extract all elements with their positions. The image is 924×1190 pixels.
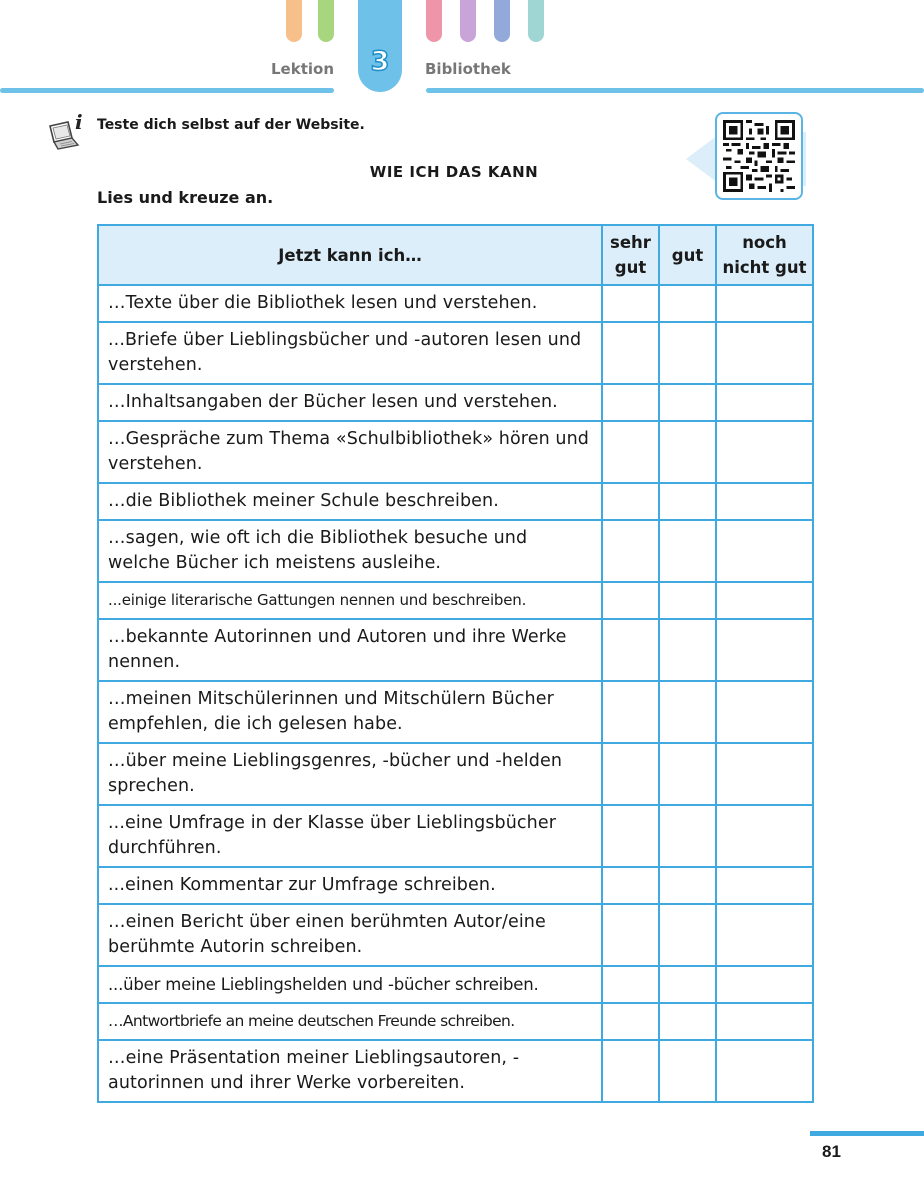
checkbox-noch-nicht-gut[interactable] [716,805,813,867]
checkbox-gut[interactable] [659,421,716,483]
table-header-row [98,225,813,285]
table-row [98,904,813,966]
table-row [98,483,813,520]
checkbox-sehr-gut[interactable] [602,322,659,384]
statement-cell: ...einige literarische Gattungen nennen und beschreiben. [98,582,602,619]
statement-cell: …die Bibliothek meiner Schule beschreiben. [98,483,602,520]
header-line-left [0,88,334,93]
checkbox-noch-nicht-gut[interactable] [716,520,813,582]
svg-text:i: i [75,112,83,134]
checkbox-gut[interactable] [659,483,716,520]
checkbox-noch-nicht-gut[interactable] [716,483,813,520]
checkbox-noch-nicht-gut[interactable] [716,966,813,1003]
checkbox-sehr-gut[interactable] [602,619,659,681]
checkbox-sehr-gut[interactable] [602,966,659,1003]
color-tab [426,0,442,42]
color-tab [494,0,510,42]
page-title: WIE ICH DAS KANN [369,163,539,181]
checkbox-gut[interactable] [659,681,716,743]
checkbox-gut[interactable] [659,867,716,904]
checkbox-sehr-gut[interactable] [602,520,659,582]
color-tab [286,0,302,42]
laptop-info-icon [48,112,90,152]
checkbox-sehr-gut[interactable] [602,285,659,322]
table-row [98,582,813,619]
statement-cell: …einen Bericht über einen berühmten Autor/eine berühmte Autorin schreiben. [98,904,602,966]
checkbox-gut[interactable] [659,520,716,582]
header-line-right [426,88,924,93]
checkbox-noch-nicht-gut[interactable] [716,681,813,743]
checkbox-noch-nicht-gut[interactable] [716,1003,813,1040]
checkbox-gut[interactable] [659,743,716,805]
statement-cell: …Texte über die Bibliothek lesen und verstehen. [98,285,602,322]
column-header-gut: gut [659,225,716,285]
column-header-sehr-gut: sehr gut [602,225,659,285]
checkbox-noch-nicht-gut[interactable] [716,322,813,384]
checkbox-gut[interactable] [659,1040,716,1102]
statement-cell: ...einen Kommentar zur Umfrage schreiben. [98,867,602,904]
table-row [98,384,813,421]
checkbox-sehr-gut[interactable] [602,483,659,520]
color-tab [460,0,476,42]
checkbox-noch-nicht-gut[interactable] [716,285,813,322]
checkbox-noch-nicht-gut[interactable] [716,421,813,483]
table-row [98,966,813,1003]
checkbox-gut[interactable] [659,582,716,619]
table-row [98,285,813,322]
checkbox-sehr-gut[interactable] [602,1003,659,1040]
statement-cell: ...über meine Lieblingshelden und -bücher schreiben. [98,966,602,1003]
checkbox-sehr-gut[interactable] [602,421,659,483]
statement-cell: ...eine Umfrage in der Klasse über Lieblingsbücher durchführen. [98,805,602,867]
statement-cell: …Antwortbriefe an meine deutschen Freunde schreiben. [98,1003,602,1040]
checkbox-noch-nicht-gut[interactable] [716,384,813,421]
statement-cell: …Gespräche zum Thema «Schulbibliothek» hören und verstehen. [98,421,602,483]
website-note: Teste dich selbst auf der Website. [97,117,365,133]
statement-cell: ...Briefe über Lieblingsbücher und -autoren lesen und verstehen. [98,322,602,384]
statement-cell: …über meine Lieblingsgenres, -bücher und -helden sprechen. [98,743,602,805]
self-assessment-table [97,224,814,1103]
table-row [98,805,813,867]
table-row [98,1003,813,1040]
checkbox-sehr-gut[interactable] [602,743,659,805]
page-number: 81 [822,1142,841,1161]
column-header-noch-nicht-gut: noch nicht gut [716,225,813,285]
checkbox-gut[interactable] [659,384,716,421]
statement-cell: …meinen Mitschülerinnen und Mitschülern Bücher empfehlen, die ich gelesen habe. [98,681,602,743]
table-row [98,1040,813,1102]
checkbox-gut[interactable] [659,1003,716,1040]
checkbox-gut[interactable] [659,322,716,384]
instruction: Lies und kreuze an. [97,188,274,207]
checkbox-sehr-gut[interactable] [602,867,659,904]
qr-code-icon[interactable] [715,112,803,200]
chapter-title: Bibliothek [425,60,511,78]
table-row [98,743,813,805]
color-tab [318,0,334,42]
checkbox-sehr-gut[interactable] [602,1040,659,1102]
statement-cell: …eine Präsentation meiner Lieblingsautoren, -autorinnen und ihrer Werke vorbereiten. [98,1040,602,1102]
checkbox-noch-nicht-gut[interactable] [716,904,813,966]
checkbox-gut[interactable] [659,904,716,966]
checkbox-noch-nicht-gut[interactable] [716,1040,813,1102]
statement-cell: …sagen, wie oft ich die Bibliothek besuche und welche Bücher ich meistens ausleihe. [98,520,602,582]
checkbox-noch-nicht-gut[interactable] [716,619,813,681]
footer-line [810,1131,924,1136]
table-row [98,867,813,904]
color-tab [528,0,544,42]
checkbox-gut[interactable] [659,805,716,867]
lektion-label: Lektion [271,60,335,78]
table-row [98,520,813,582]
checkbox-gut[interactable] [659,966,716,1003]
checkbox-gut[interactable] [659,619,716,681]
checkbox-sehr-gut[interactable] [602,582,659,619]
statement-cell: …Inhaltsangaben der Bücher lesen und verstehen. [98,384,602,421]
table-row [98,619,813,681]
lektion-number: 3 [370,46,390,77]
table-row [98,421,813,483]
column-header-statement: Jetzt kann ich… [98,225,602,285]
checkbox-noch-nicht-gut[interactable] [716,867,813,904]
checkbox-noch-nicht-gut[interactable] [716,582,813,619]
checkbox-noch-nicht-gut[interactable] [716,743,813,805]
checkbox-sehr-gut[interactable] [602,681,659,743]
table-row [98,322,813,384]
checkbox-sehr-gut[interactable] [602,384,659,421]
checkbox-gut[interactable] [659,285,716,322]
checkbox-sehr-gut[interactable] [602,904,659,966]
statement-cell: …bekannte Autorinnen und Autoren und ihre Werke nennen. [98,619,602,681]
checkbox-sehr-gut[interactable] [602,805,659,867]
table-row [98,681,813,743]
